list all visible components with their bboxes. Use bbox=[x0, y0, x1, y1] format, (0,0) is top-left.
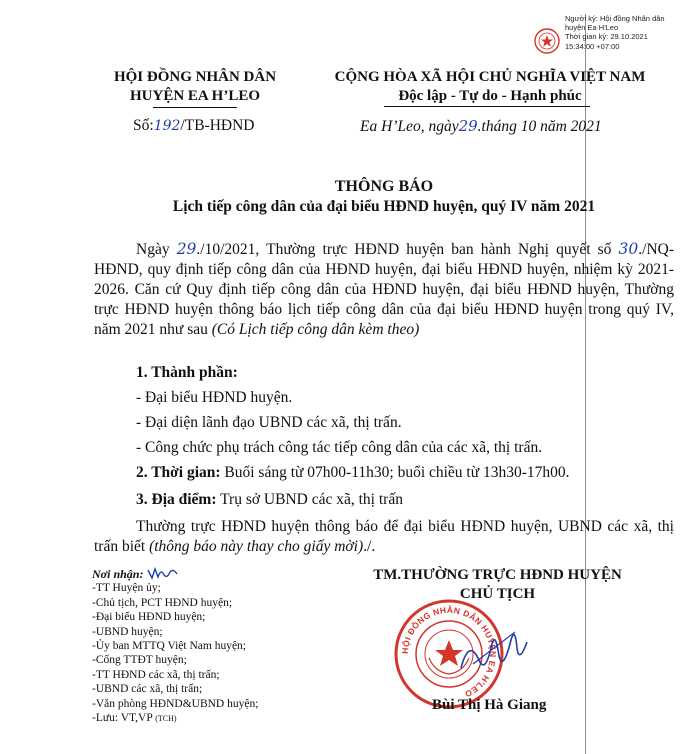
closing-paragraph bbox=[94, 517, 674, 557]
recipient-item: -Văn phòng HĐND&UBND huyện; bbox=[92, 697, 259, 710]
signature-role-line2: CHỦ TỊCH bbox=[459, 586, 536, 602]
recipient-item: -TT Huyện ủy; bbox=[92, 582, 161, 595]
closing-end: ./. bbox=[363, 538, 376, 555]
section-3-text: Trụ sở UBND các xã, thị trấn bbox=[216, 491, 403, 508]
p1-handwritten-number: 30 bbox=[618, 240, 639, 258]
digital-signature bbox=[534, 14, 684, 66]
closing-italic-note: (thông báo này thay cho giấy mời) bbox=[149, 538, 364, 555]
org-underline bbox=[153, 107, 237, 108]
section-3-title: 3. Địa điểm: bbox=[136, 491, 217, 508]
org-name-line1: HỘI ĐỒNG NHÂN DÂN bbox=[113, 69, 277, 85]
recipients bbox=[92, 566, 258, 726]
date-suffix: .tháng 10 năm 2021 bbox=[477, 118, 602, 135]
signature-seal-icon bbox=[534, 28, 560, 54]
p1-text-a: Ngày bbox=[136, 241, 177, 258]
p1-text-c: ./NQ-HĐND, quy định tiếp công dân của HĐND huyện, đại biểu HĐND huyện, nhiệm kỳ 2021-2026. Căn cứ Quy định tiếp công dân của HĐND huyện, đại biểu HĐND huyện, Thường trực HĐND huyện thông báo lịch tiếp công dân của đại biểu HĐND huyện trong quý IV, năm 2021 như sau bbox=[94, 241, 674, 338]
recipient-item: -Cổng TTĐT huyện; bbox=[92, 654, 187, 667]
recipient-item-last bbox=[92, 711, 258, 726]
p1-text-b: ./10/2021, Thường trực HĐND huyện ban hành Nghị quyết số bbox=[196, 241, 619, 258]
intro-paragraph bbox=[94, 239, 674, 340]
doc-title: THÔNG BÁO bbox=[334, 178, 434, 195]
recipient-last-small: (TCH) bbox=[155, 714, 177, 724]
section-3 bbox=[136, 490, 403, 510]
date-day-handwritten: 29 bbox=[458, 117, 478, 135]
signature-line: 15:34:00 +07:00 bbox=[565, 41, 620, 51]
motto-underline bbox=[384, 106, 590, 107]
motto: Độc lập - Tự do - Hạnh phúc bbox=[398, 88, 582, 104]
recipient-last-text: -Lưu: VT,VP bbox=[92, 712, 153, 725]
section-1-item: - Công chức phụ trách công tác tiếp công dân của các xã, thị trấn. bbox=[136, 439, 543, 456]
org-name-line2: HUYỆN EA H’LEO bbox=[129, 88, 261, 104]
recipient-item: -UBND huyện; bbox=[92, 625, 163, 638]
section-2 bbox=[136, 463, 570, 483]
recipient-item: -TT HĐND các xã, thị trấn; bbox=[92, 668, 220, 681]
signature-role-line1: TM.THƯỜNG TRỰC HĐND HUYỆN bbox=[373, 567, 622, 583]
republic-name: CỘNG HÒA XÃ HỘI CHỦ NGHĨA VIỆT NAM bbox=[334, 69, 646, 85]
section-2-text: Buổi sáng từ 07h00-11h30; buổi chiều từ 13h30-17h00. bbox=[220, 464, 570, 481]
document-date bbox=[360, 117, 602, 136]
doc-subtitle: Lịch tiếp công dân của đại biểu HĐND huyện, quý IV năm 2021 bbox=[172, 198, 596, 215]
section-1-title: 1. Thành phần: bbox=[136, 364, 238, 381]
closing-text: Thường trực HĐND huyện thông báo để đại biểu HĐND huyện, UBND các xã, thị trấn biết bbox=[94, 518, 674, 555]
recipient-item: -UBND các xã, thị trấn; bbox=[92, 683, 203, 696]
recipient-item: -Chủ tịch, PCT HĐND huyện; bbox=[92, 596, 233, 609]
initials-scribble-icon bbox=[146, 566, 180, 580]
national-header bbox=[315, 68, 665, 106]
document-number bbox=[133, 117, 254, 135]
section-1-item: - Đại diện lãnh đạo UBND các xã, thị trấn. bbox=[136, 414, 402, 431]
stamp-text: HỘI ĐỒNG NHÂN DÂN HUYỆN EA H'LEO bbox=[399, 604, 499, 700]
recipients-label bbox=[92, 566, 258, 581]
recipients-label-text: Nơi nhận: bbox=[92, 567, 144, 581]
recipient-item: -Ủy ban MTTQ Việt Nam huyện; bbox=[92, 640, 246, 653]
doc-number-handwritten: 192 bbox=[153, 118, 181, 134]
p1-handwritten-day: 29 bbox=[176, 240, 197, 258]
p1-italic-note: (Có Lịch tiếp công dân kèm theo) bbox=[211, 321, 420, 338]
section-2-title: 2. Thời gian: bbox=[136, 464, 221, 481]
signer-name: Bùi Thị Hà Giang bbox=[432, 697, 547, 713]
signature-line: Thời gian ký: 29.10.2021 bbox=[565, 32, 648, 42]
doc-number-prefix: Số: bbox=[133, 117, 154, 134]
date-prefix: Ea H’Leo, ngày bbox=[360, 118, 459, 135]
section-1-item: - Đại biểu HĐND huyện. bbox=[136, 389, 293, 406]
signature-line: Người ký: Hội đồng Nhân dân bbox=[565, 14, 665, 23]
recipient-item: -Đại biểu HĐND huyện; bbox=[92, 611, 206, 624]
signature-line: huyện Ea H'Leo bbox=[565, 23, 619, 33]
issuing-org bbox=[95, 68, 295, 106]
handwritten-signature-icon bbox=[455, 618, 535, 680]
doc-number-suffix: /TB-HĐND bbox=[180, 117, 255, 134]
